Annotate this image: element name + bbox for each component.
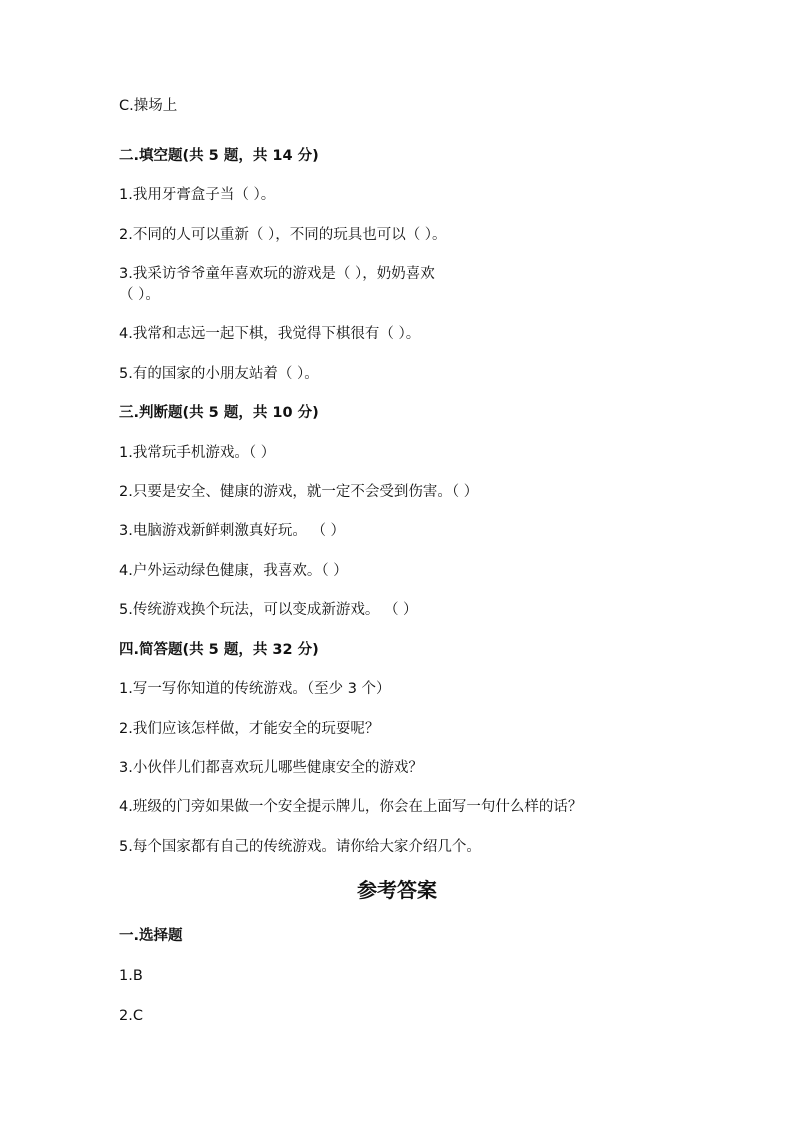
fill-question-3: 3.我采访爷爷童年喜欢玩的游戏是（ ），奶奶喜欢 [119, 266, 435, 282]
judge-question-1: 1.我常玩手机游戏。（ ） [119, 445, 276, 461]
section-heading-true-false: 三.判断题(共 5 题，共 10 分) [119, 405, 319, 421]
section-heading-fill-blank: 二.填空题(共 5 题，共 14 分) [119, 148, 319, 164]
fill-question-1: 1.我用牙膏盒子当（ ）。 [119, 187, 276, 203]
section-heading-short-answer: 四.简答题(共 5 题，共 32 分) [119, 642, 319, 658]
judge-question-2: 2.只要是安全、健康的游戏，就一定不会受到伤害。（ ） [119, 484, 479, 500]
answer-section-choice: 一.选择题 [119, 928, 183, 944]
option-c: C.操场上 [119, 98, 178, 114]
judge-question-3: 3.电脑游戏新鲜刺激真好玩。 （ ） [119, 523, 346, 539]
short-question-3: 3.小伙伴儿们都喜欢玩儿哪些健康安全的游戏？ [119, 760, 423, 776]
judge-question-5: 5.传统游戏换个玩法，可以变成新游戏。 （ ） [119, 602, 418, 618]
answer-1: 1.B [119, 968, 143, 984]
fill-question-4: 4.我常和志远一起下棋，我觉得下棋很有（ ）。 [119, 326, 421, 342]
short-question-2: 2.我们应该怎样做，才能安全的玩耍呢？ [119, 721, 380, 737]
fill-question-3-continued: （ ）。 [119, 287, 160, 303]
short-question-1: 1.写一写你知道的传统游戏。（至少 3 个） [119, 681, 391, 697]
judge-question-4: 4.户外运动绿色健康，我喜欢。（ ） [119, 563, 348, 579]
fill-question-2: 2.不同的人可以重新（ ），不同的玩具也可以（ ）。 [119, 227, 447, 243]
fill-question-5: 5.有的国家的小朋友站着（ ）。 [119, 366, 319, 382]
answer-key-title: 参考答案 [357, 878, 437, 902]
short-question-5: 5.每个国家都有自己的传统游戏。请你给大家介绍几个。 [119, 839, 481, 855]
answer-2: 2.C [119, 1008, 143, 1024]
short-question-4: 4.班级的门旁如果做一个安全提示牌儿，你会在上面写一句什么样的话？ [119, 799, 583, 815]
